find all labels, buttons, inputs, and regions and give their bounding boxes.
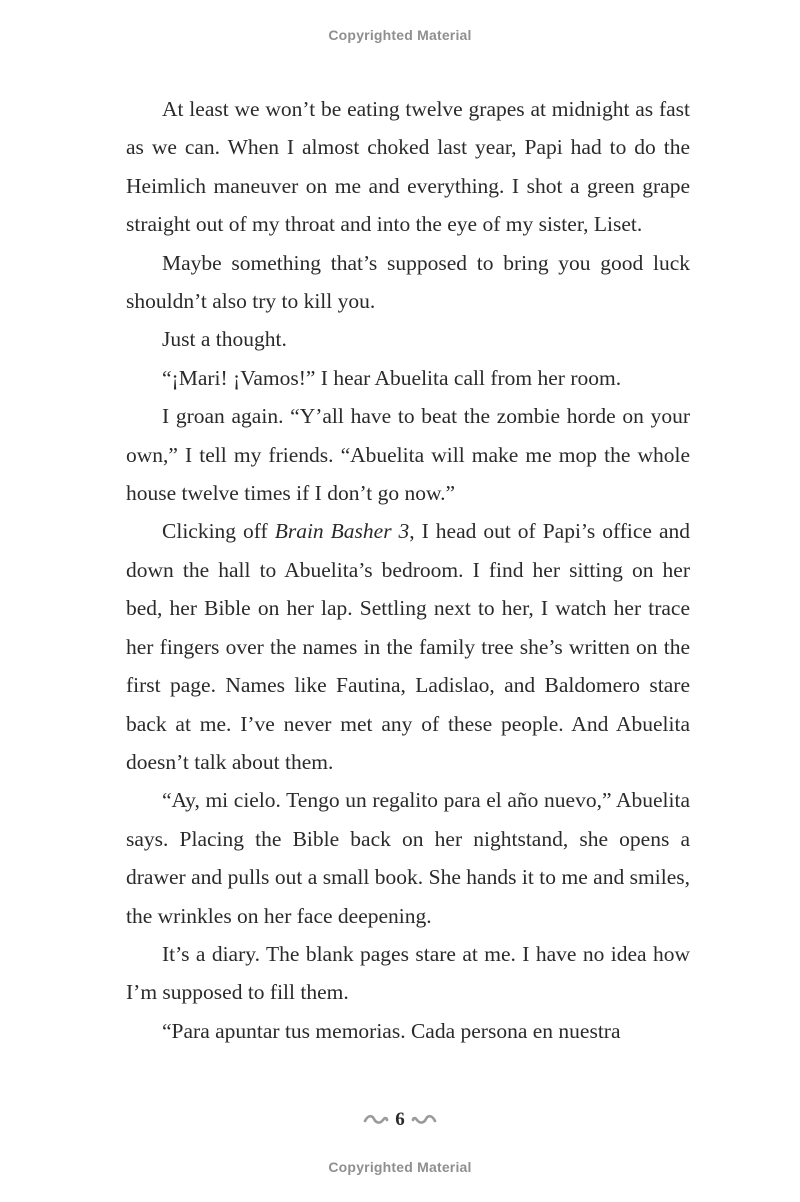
paragraph: It’s a diary. The blank pages stare at me. I have no idea how I’m supposed to fill them. (126, 941, 690, 1005)
paragraph-text-segment: Clicking off (162, 519, 275, 544)
paragraph: “¡Mari! ¡Vamos!” I hear Abuelita call from her room. (162, 365, 622, 390)
paragraph: “Para apuntar tus memorias. Cada persona en nuestra (162, 1018, 621, 1043)
swash-right-icon (411, 1113, 437, 1127)
paragraph: Just a thought. (162, 327, 287, 352)
page-folio (0, 1106, 800, 1134)
paragraph: I groan again. “Y’all have to beat the zombie horde on your own,” I tell my friends. “Abuelita will make me mop the whole house twelve times if I don’t go now.” (126, 404, 690, 506)
paragraph: At least we won’t be eating twelve grapes at midnight as fast as we can. When I almost choked last year, Papi had to do the Heimlich maneuver on me and everything. I shot a green grape straight out of my throat and into the eye of my sister, Liset. (126, 97, 690, 237)
game-title-italic: Brain Basher 3 (274, 519, 410, 544)
copyright-watermark-bottom: Copyrighted Material (328, 1159, 472, 1175)
paragraph-text-segment: , I head out of Papi’s office and down the hall to Abuelita’s bedroom. I find her sitting on her bed, her Bible on her lap. Settling next to her, I watch her trace her fingers over the names in the family tree she’s written on the first page. Names like Fautina, Ladislao, and Baldomero stare back at me. I’ve never met any of these people. And Abuelita doesn’t talk about them. (126, 519, 690, 774)
paragraph (126, 512, 690, 781)
copyright-watermark-top: Copyrighted Material (328, 27, 472, 43)
paragraph: “Ay, mi cielo. Tengo un regalito para el año nuevo,” Abuelita says. Placing the Bible back on her nightstand, she opens a drawer and pulls out a small book. She hands it to me and smiles, the wrinkles on her face deepening. (126, 788, 690, 928)
body-text (126, 90, 690, 1050)
paragraph: Maybe something that’s supposed to bring you good luck shouldn’t also try to kill you. (126, 250, 690, 314)
page-number: 6 (395, 1109, 405, 1130)
swash-left-icon (363, 1113, 389, 1127)
